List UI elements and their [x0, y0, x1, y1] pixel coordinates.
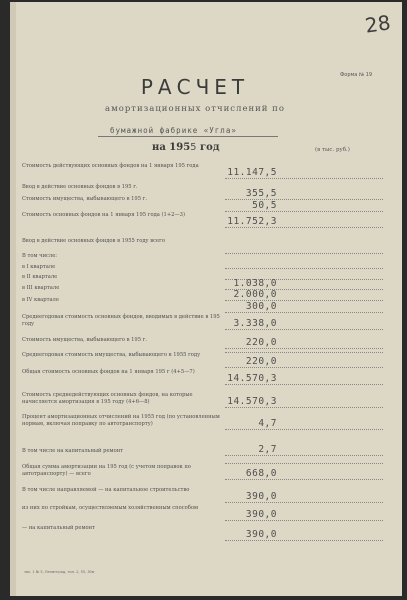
row-value: 11.147,5: [227, 167, 277, 178]
row-rule: [225, 367, 383, 368]
row-label: в II квартале: [22, 274, 58, 280]
print-mark: зак. 1 № 5, Ленинград, тип. 2, 55, 30м: [24, 570, 95, 574]
row-value: 4,7: [258, 418, 277, 429]
year-prefix: на 195: [152, 142, 191, 153]
document-page: [10, 2, 402, 596]
row-value: 50,5: [252, 200, 277, 211]
year-suffix: год: [200, 142, 220, 153]
row-value: 390,0: [245, 509, 277, 520]
row-label: Стоимость основных фондов на 1 января 195 года (1+2—3): [22, 212, 185, 218]
row-label: Ввод в действие основных фондов в 195 г.: [22, 184, 138, 190]
row-value: 390,0: [245, 491, 277, 502]
organization-underline: [98, 136, 278, 137]
row-label: Ввод в действие основных фондов в 1955 году всего: [22, 238, 165, 244]
row-rule: [225, 463, 383, 464]
row-label: в IV квартале: [22, 297, 59, 303]
row-label: Среднегодовая стоимость основных фондов, вводимых в действие в 195 году: [22, 314, 220, 327]
row-label: Стоимость имущества, выбывающего в 195 г.: [22, 196, 148, 202]
year-handwritten-digit: 5: [190, 142, 197, 153]
row-label: в III квартале: [22, 285, 60, 291]
row-rule: [225, 384, 383, 385]
document-title: РАСЧЕТ: [140, 75, 250, 99]
row-label: В том числе направляемой — на капитальное строительство: [22, 487, 190, 493]
row-value: 355,5: [245, 188, 277, 199]
row-value: 300,0: [245, 301, 277, 312]
year-line: [152, 142, 219, 153]
row-rule: [225, 178, 383, 179]
organization-name: бумажной фабрике «Угла»: [110, 126, 237, 135]
row-rule: [225, 479, 383, 480]
row-rule: [225, 199, 383, 200]
row-rule: [225, 329, 383, 330]
row-rule: [225, 502, 383, 503]
row-label: Стоимость имущества, выбывающего в 195 г.: [22, 337, 148, 343]
row-rule: [225, 348, 383, 349]
row-label: Стоимость действующих основных фондов на 1 января 195 года: [22, 163, 199, 169]
row-rule: [225, 352, 383, 353]
row-rule: [225, 407, 383, 408]
row-label: Общая сумма амортизации на 195 год (с учетом поправок по автотранспорту) — всего: [22, 464, 191, 477]
row-label: Процент амортизационных отчислений на 1955 год (по установленным нормам, включая поправку по автотранспорту): [22, 414, 220, 427]
row-value: 220,0: [245, 337, 277, 348]
row-label: — на капитальный ремонт: [22, 525, 95, 531]
row-value: 2.000,0: [233, 289, 277, 300]
row-label: Среднегодовая стоимость имущества, выбывающего в 1955 году: [22, 352, 201, 358]
row-rule: [225, 253, 383, 254]
row-label: в I квартале: [22, 264, 56, 270]
document-subtitle: амортизационных отчислений по: [105, 104, 285, 114]
row-rule: [225, 429, 383, 430]
row-value: 390,0: [245, 529, 277, 540]
sheet-number: 28: [363, 10, 392, 38]
row-value: 14.570,3: [227, 396, 277, 407]
row-rule: [225, 268, 383, 269]
row-value: 220,0: [245, 356, 277, 367]
row-label: В том числе:: [22, 253, 58, 259]
units-note: (в тыс. руб.): [315, 147, 350, 153]
row-label: В том числе на капитальный ремонт: [22, 448, 124, 454]
row-label: из них по стройкам, осуществляемым хозяйственным способом: [22, 505, 199, 511]
row-rule: [225, 211, 383, 212]
row-rule: [225, 227, 383, 228]
row-rule: [225, 455, 383, 456]
row-label: Стоимость среднедействующих основных фондов, на которые начисляется амортизация в 195 году (4+6—8): [22, 392, 193, 405]
form-label: Форма № 19: [340, 72, 373, 78]
row-value: 2,7: [258, 444, 277, 455]
row-value: 3.338,0: [233, 318, 277, 329]
row-value: 1.038,0: [233, 278, 277, 289]
row-value: 668,0: [245, 468, 277, 479]
row-rule: [225, 540, 383, 541]
row-rule: [225, 312, 383, 313]
row-value: 11.752,3: [227, 216, 277, 227]
row-label: Общая стоимость основных фондов на 1 января 195 г (4+5—7): [22, 369, 195, 375]
row-rule: [225, 520, 383, 521]
row-value: 14.570,3: [227, 373, 277, 384]
